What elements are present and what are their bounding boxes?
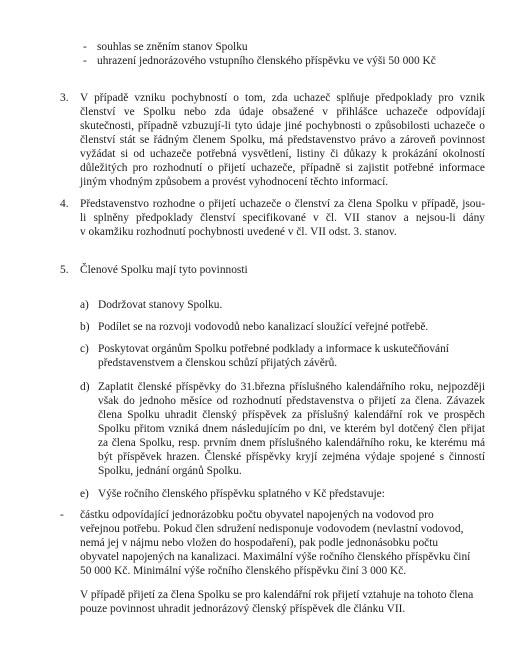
text-line: Spolku, jednání orgánů Spolku. — [98, 465, 242, 477]
text-line: vyžádat si od uchazeče potřebná vysvětlení, listiny či důkazy k prokázání okolností — [80, 148, 485, 160]
section-text — [80, 91, 485, 189]
section-text — [80, 197, 485, 239]
dash-marker: - — [83, 55, 87, 67]
fee-text — [80, 508, 485, 578]
text-line: 50 000 Kč. Minimální výše ročního členského příspěvku činí 3 000 Kč. — [80, 565, 407, 577]
section-number: 3. — [60, 92, 69, 104]
text-line: Zaplatit členské příspěvky do 31.března příslušného kalendářního roku, nejpozději — [98, 381, 485, 393]
text-line: za člena Spolku, resp. prvním dnem příslušného kalendářního roku, ke kterému má — [98, 437, 485, 449]
duty-text: Podílet se na rozvoji vodovodů nebo kanalizací sloužící veřejné potřebě. — [98, 321, 429, 333]
duty-text — [98, 342, 485, 370]
text-line: představenstvem a členskou schůzí přijatých závěrů. — [98, 357, 338, 369]
section-number: 5. — [60, 264, 69, 276]
text-line: li splněny předpoklady členství specifikované v čl. VII stanov a nejsou-li dány — [80, 212, 485, 224]
final-paragraph — [80, 588, 485, 616]
text-line: členství ve Spolku nebo zda údaje obsažené v přihlášce uchazeče odpovídají — [80, 106, 485, 118]
text-line: jiným vhodným způsobem a provést vyhodnocení těchto informací. — [80, 176, 389, 188]
duty-letter: c) — [80, 343, 89, 355]
duty-letter: a) — [80, 299, 89, 311]
text-line: Spolku přitom vzniká dnem následujícím po dni, ve kterém byl dotčený člen přijat — [98, 423, 485, 435]
dash-marker: - — [83, 41, 87, 53]
section-number: 4. — [60, 198, 69, 210]
text-line: v okamžiku rozhodnutí pochybnosti uvedené v čl. VII odst. 3. stanov. — [80, 226, 397, 238]
text-line: člena Spolku uhradit členský příspěvek za příslušný kalendářní rok ve prospěch — [98, 409, 485, 421]
duty-text: Dodržovat stanovy Spolku. — [98, 299, 223, 311]
text-line: V případě vzniku pochybností o tom, zda uchazeč splňuje předpoklady pro vznik — [80, 92, 485, 104]
duty-letter: d) — [80, 381, 90, 393]
text-line: Představenstvo rozhodne o přijetí uchazeče o členství za člena Spolku v případě, jsou- — [80, 198, 485, 210]
duty-letter: e) — [80, 488, 89, 500]
text-line: V případě přijetí za člena Spolku se pro kalendářní rok přijetí vztahuje na tohoto člena — [80, 589, 474, 601]
list-item-text: souhlas se zněním stanov Spolku — [97, 41, 248, 53]
text-line: Poskytovat orgánům Spolku potřebné podklady a informace k uskutečňování — [98, 343, 449, 355]
section-text: Členové Spolku mají tyto povinnosti — [80, 264, 248, 276]
duty-text: Výše ročního členského příspěvku splatného v Kč představuje: — [98, 488, 385, 500]
text-line: částku odpovídající jednorázobku počtu obyvatel napojených na vodovod pro — [80, 509, 434, 521]
text-line: členství stát se řádným členem Spolku, má představenstvo právo a zároveň povinnost — [80, 134, 485, 146]
duty-text — [98, 380, 485, 478]
dash-marker: - — [60, 509, 64, 521]
text-line: skutečnosti, případně vzbuzují-li tyto údaje jiné pochybnosti o způsobilosti uchazeče o — [80, 120, 485, 132]
duty-letter: b) — [80, 321, 90, 333]
text-line: však do jednoho měsíce od rozhodnutí představenstva o přijetí za člena. Závazek — [98, 395, 485, 407]
text-line: nemá jej v nájmu nebo vložen do hospodaření), pak podle jednonásobku počtu — [80, 537, 439, 549]
list-item-text: uhrazení jednorázového vstupního členského příspěvku ve výši 50 000 Kč — [97, 55, 436, 67]
text-line: důležitých pro rozhodnutí o přijetí uchazeče, případně si zajistit potřebné informace — [80, 162, 485, 174]
text-line: veřejnou potřebu. Pokud člen sdružení nedisponuje vodovodem (nevlastní vodovod, — [80, 523, 464, 535]
text-line: být příspěvek hrazen. Členské příspěvky kryjí zejména výdaje spojené s činností — [98, 451, 485, 463]
text-line: obyvatel napojených na kanalizaci. Maximální výše ročního členského příspěvku činí — [80, 551, 471, 563]
text-line: pouze povinnost uhradit jednorázový členský příspěvek dle článku VII. — [80, 603, 406, 615]
